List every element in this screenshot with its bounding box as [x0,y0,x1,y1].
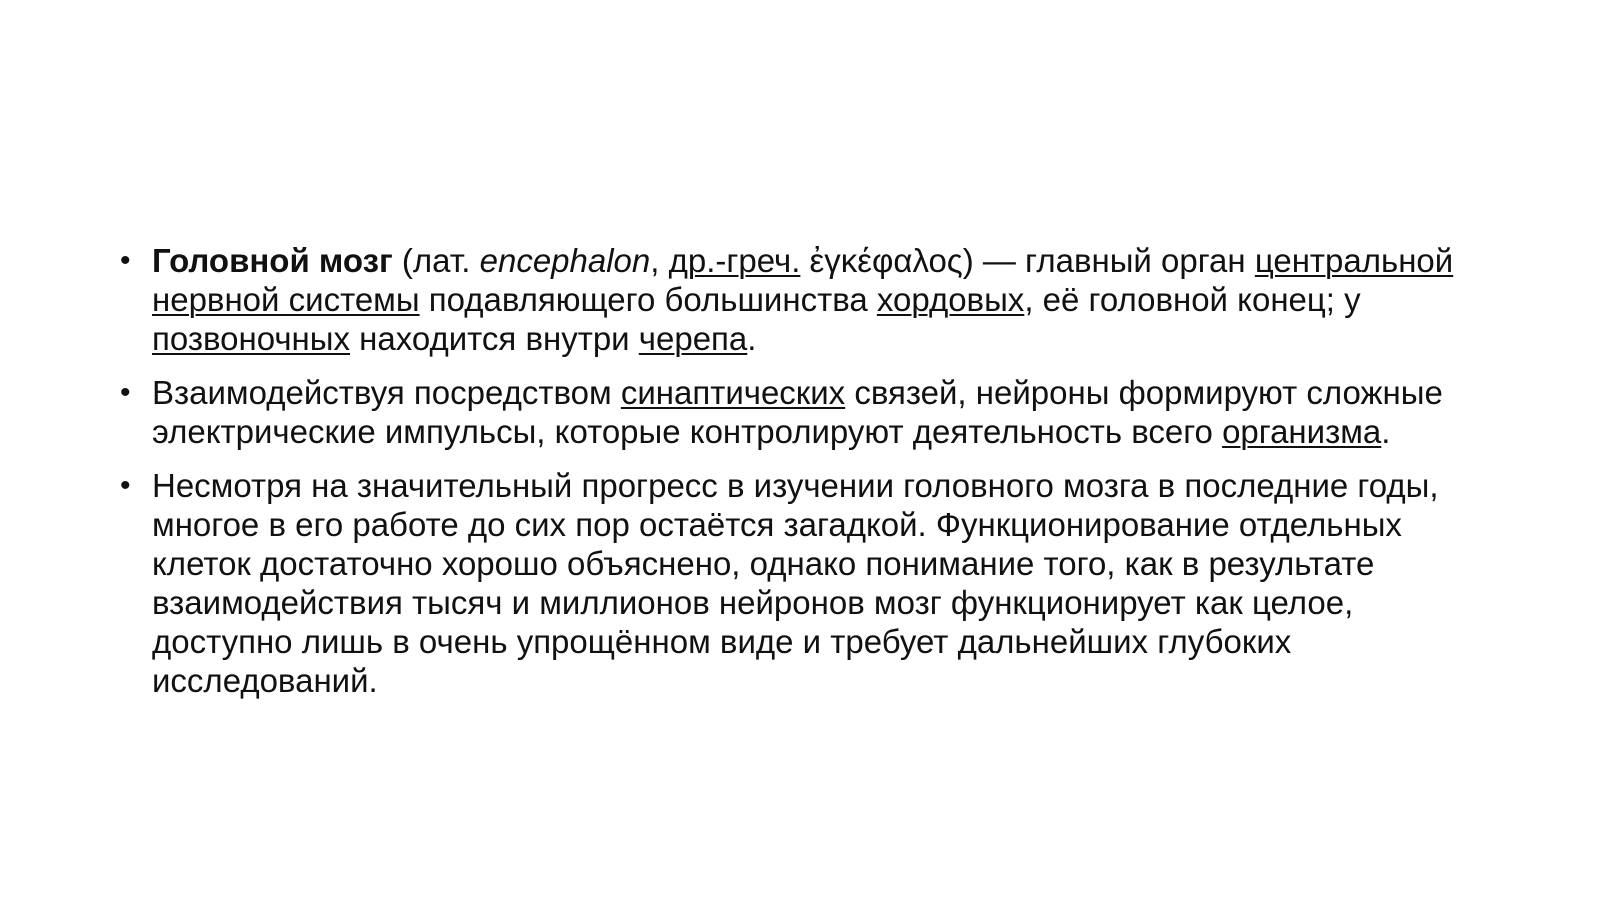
bullet-neuron-interaction [118,373,1490,451]
bullet-research-progress [118,466,1490,700]
text-fragment: . [1381,413,1391,450]
text-fragment: , [650,242,669,279]
bullet-brain-definition [118,241,1490,358]
bullet-list [118,241,1490,715]
link-skull[interactable]: черепа [638,320,748,357]
link-vertebrates[interactable]: позвоночных [152,320,350,357]
text-fragment: подавляющего большинства [419,281,877,318]
link-ancient-greek[interactable]: др.-греч. [668,242,801,279]
text-fragment: связей, нейроны формируют сложные электрические импульсы, которые контролируют деятельность всего [152,374,1443,450]
link-chordates[interactable]: хордовых [876,281,1025,318]
bullet-marker: • [120,376,131,409]
text-fragment: , её головной конец; у [1024,281,1361,318]
text-fragment: находится внутри [349,320,639,357]
text-fragment: Несмотря на значительный прогресс в изучении головного мозга в последние годы, многое в его работе до сих пор остаётся загадкой. Функционирование отдельных клеток достаточно хорошо объяснено, однако понимание того, как в результате взаимодействия тысяч и миллионов нейронов мозг функционирует как целое, доступно лишь в очень упрощённом виде и требует дальнейших глубоких исследований. [152,467,1439,699]
link-central-nervous-system[interactable]: центральной нервной системы [152,242,1454,318]
text-fragment: Взаимодействуя посредством [152,374,621,411]
link-synaptic[interactable]: синаптических [620,374,846,411]
text-fragment: (лат. [392,242,480,279]
text-fragment: . [747,320,757,357]
latin-term: encephalon [479,242,651,279]
bullet-marker: • [120,469,131,502]
bullet-marker: • [120,244,131,277]
link-organism[interactable]: организма [1222,413,1382,450]
text-fragment: ἐγκέφαλος) — главный орган [800,242,1255,279]
term-brain: Головной мозг [152,242,393,279]
